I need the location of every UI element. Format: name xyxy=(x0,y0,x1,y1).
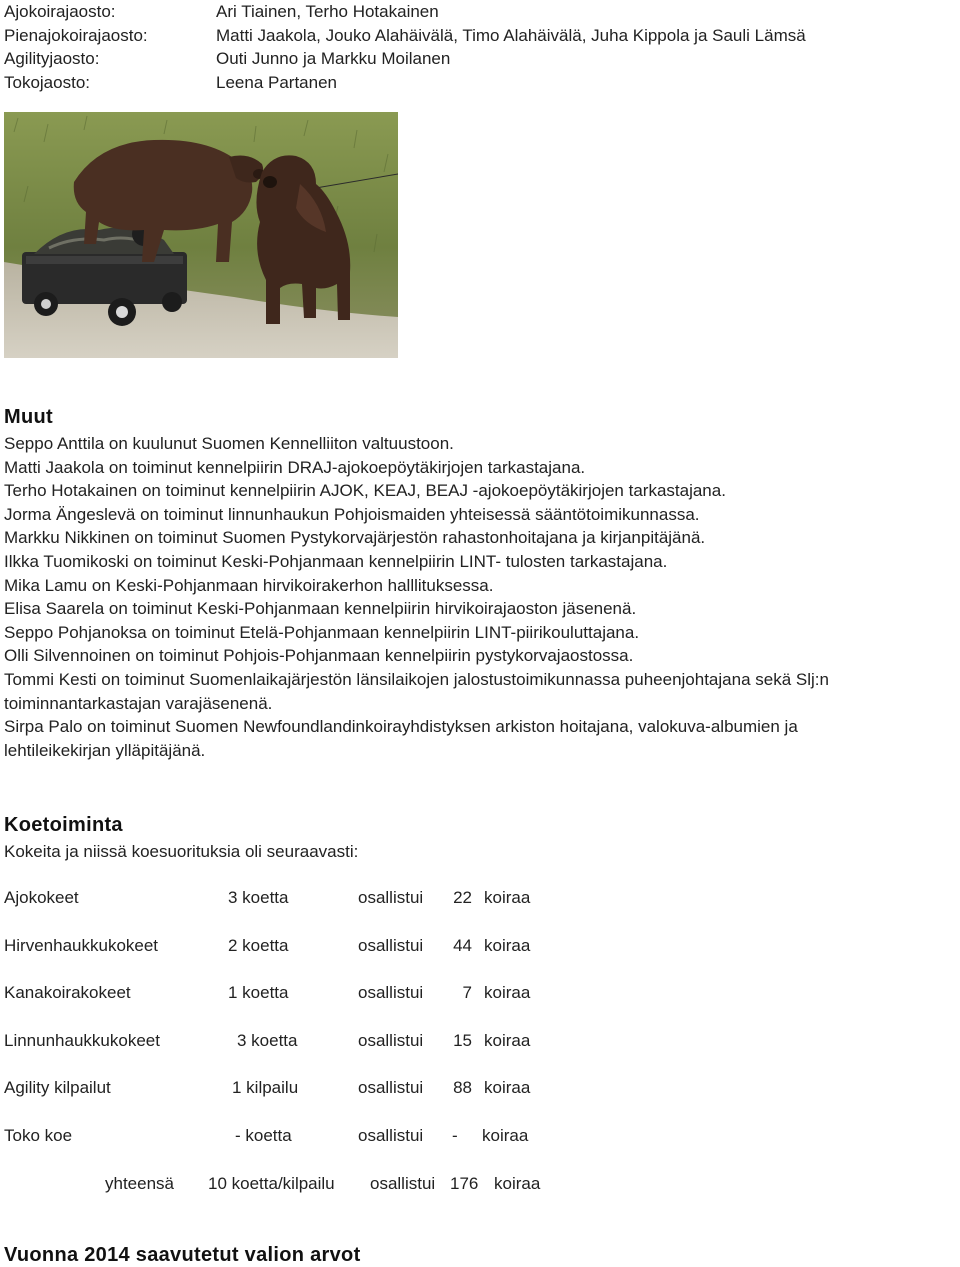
committee-members: Leena Partanen xyxy=(216,72,337,92)
total-dog-count: 176 xyxy=(450,1174,479,1193)
committee-members: Ari Tiainen, Terho Hotakainen xyxy=(216,2,439,21)
trial-name: Linnunhaukkukokeet xyxy=(4,1030,160,1050)
section-heading-koetoiminta: Koetoiminta xyxy=(4,814,123,836)
muut-line: Matti Jaakola on toiminut kennelpiirin DRAJ-ajokoepöytäkirjojen tarkastajana. xyxy=(4,457,586,477)
muut-line: Seppo Pohjanoksa on toiminut Etelä-Pohjanmaan kennelpiirin LINT-piirikouluttajana. xyxy=(4,622,640,642)
total-participated-label: osallistui xyxy=(370,1174,436,1193)
trial-count: 3 koetta xyxy=(237,1030,298,1050)
muut-line-continued: toiminnantarkastajan varajäsenenä. xyxy=(4,693,273,713)
trial-unit: koiraa xyxy=(484,1078,531,1098)
trial-dog-count: 15 xyxy=(453,1030,472,1050)
trial-dog-count: - xyxy=(452,1125,458,1145)
koetoiminta-intro: Kokeita ja niissä koesuorituksia oli seuraavasti: xyxy=(4,842,359,861)
trial-count: - koetta xyxy=(235,1125,292,1145)
trial-participated-label: osallistui xyxy=(358,1078,424,1098)
trial-name: Agility kilpailut xyxy=(4,1078,111,1098)
trial-count: 1 koetta xyxy=(228,983,289,1003)
trial-participated-label: osallistui xyxy=(358,1125,424,1145)
section-heading-muut: Muut xyxy=(4,406,53,428)
trial-dog-count: 44 xyxy=(453,935,472,955)
committee-label: Tokojaosto: xyxy=(4,72,90,92)
trial-name: Hirvenhaukkukokeet xyxy=(4,935,159,955)
trial-name: Kanakoirakokeet xyxy=(4,983,131,1003)
muut-line: Elisa Saarela on toiminut Keski-Pohjanmaan kennelpiirin hirvikoirajaoston jäsenenä. xyxy=(4,599,637,619)
trial-dog-count: 22 xyxy=(453,888,472,907)
total-unit: koiraa xyxy=(494,1174,541,1193)
muut-line: Sirpa Palo on toiminut Suomen Newfoundlandinkoirayhdistyksen arkiston hoitajana, valokuva-albumien ja xyxy=(4,717,798,737)
muut-line: Ilkka Tuomikoski on toiminut Keski-Pohjanmaan kennelpiirin LINT- tulosten tarkastajana. xyxy=(4,551,668,571)
muut-line: Markku Nikkinen on toiminut Suomen Pystykorvajärjestön rahastonhoitajana ja kirjanpitäjänä. xyxy=(4,528,706,548)
trials-total-row xyxy=(0,1172,960,1196)
muut-line: Jorma Ängeslevä on toiminut linnunhaukun Pohjoismaiden yhteisessä sääntötoimikunnassa. xyxy=(4,504,700,524)
muut-line: Olli Silvennoinen on toiminut Pohjois-Pohjanmaan kennelpiirin pystykorvajaostossa. xyxy=(4,646,634,666)
trial-participated-label: osallistui xyxy=(358,935,424,955)
muut-line: Tommi Kesti on toiminut Suomenlaikajärjestön länsilaikojen jalostustoimikunnassa puheenjohtajana sekä Slj:n xyxy=(4,669,829,689)
committee-members: Matti Jaakola, Jouko Alahäivälä, Timo Alahäivälä, Juha Kippola ja Sauli Lämsä xyxy=(216,25,806,45)
muut-line: Terho Hotakainen on toiminut kennelpiirin AJOK, KEAJ, BEAJ -ajokoepöytäkirjojen tarkastajana. xyxy=(4,481,726,501)
committee-label: Pienajokoirajaosto: xyxy=(4,25,148,45)
total-count: 10 koetta/kilpailu xyxy=(208,1174,335,1193)
muut-line: Mika Lamu on Keski-Pohjanmaan hirvikoirakerhon halllituksessa. xyxy=(4,575,494,595)
trial-name: Ajokokeet xyxy=(4,888,79,907)
trial-dog-count: 7 xyxy=(462,983,472,1003)
trial-count: 2 koetta xyxy=(228,935,289,955)
section-heading-valio: Vuonna 2014 saavutetut valion arvot xyxy=(4,1244,361,1266)
trial-participated-label: osallistui xyxy=(358,983,424,1003)
trial-count: 3 koetta xyxy=(228,888,289,907)
trial-count: 1 kilpailu xyxy=(232,1078,299,1098)
trial-participated-label: osallistui xyxy=(358,1030,424,1050)
total-label: yhteensä xyxy=(105,1174,174,1193)
committee-label: Ajokoirajaosto: xyxy=(4,2,116,21)
committee-members: Outi Junno ja Markku Moilanen xyxy=(216,49,451,68)
trial-unit: koiraa xyxy=(484,935,531,955)
trial-unit: koiraa xyxy=(482,1125,529,1145)
trial-name: Toko koe xyxy=(4,1125,73,1145)
trial-unit: koiraa xyxy=(484,983,531,1003)
muut-line-continued: lehtileikekirjan ylläpitäjänä. xyxy=(4,740,206,760)
muut-list xyxy=(4,432,960,762)
dog-photo xyxy=(4,112,398,358)
muut-line: Seppo Anttila on kuulunut Suomen Kennelliiton valtuustoon. xyxy=(4,434,454,453)
trial-participated-label: osallistui xyxy=(358,888,424,907)
trial-dog-count: 88 xyxy=(453,1078,472,1098)
committee-label: Agilityjaosto: xyxy=(4,49,100,68)
trial-unit: koiraa xyxy=(484,1030,531,1050)
trial-unit: koiraa xyxy=(484,888,531,907)
